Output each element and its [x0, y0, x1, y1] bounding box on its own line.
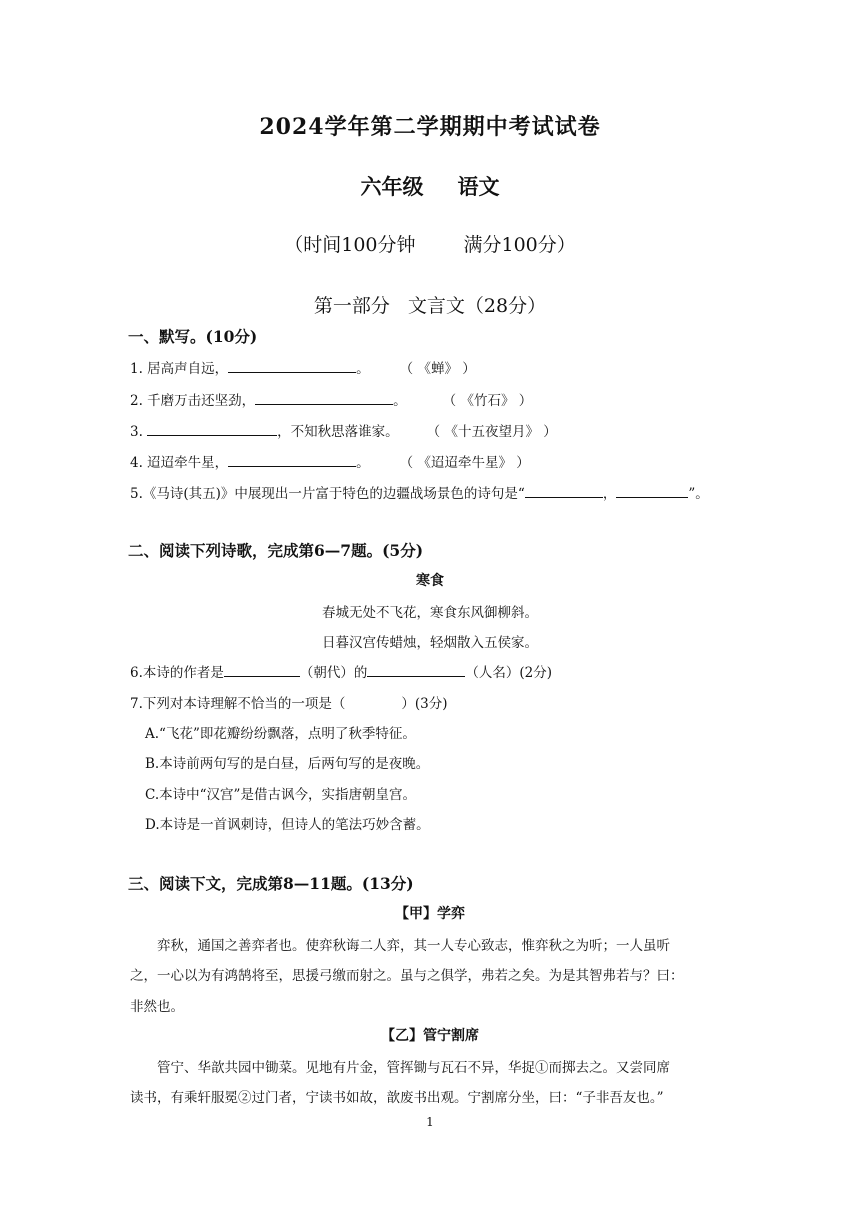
poem-line-1: 春城无处不飞花，寒食东风御柳斜。: [322, 605, 538, 621]
option-d: D.本诗是一首讽刺诗，但诗人的笔法巧妙含蓄。: [145, 817, 430, 833]
grade-label: 六年级: [360, 174, 424, 199]
q6-author-blank[interactable]: [367, 663, 465, 677]
q5-text: 5.《马诗(其五)》中展现出一片富于特色的边疆战场景色的诗句是“: [130, 486, 525, 502]
q2-suffix: 。: [393, 393, 407, 409]
section1-heading: 一、默写。(10分): [128, 327, 258, 346]
passage-a-line-1: 弈秋，通国之善弈者也。使弈秋诲二人弈，其一人专心致志，惟弈秋之为听；一人虽听: [157, 938, 670, 954]
question-4: [130, 451, 530, 471]
q3-source: （ 《十五夜望月》 ）: [426, 424, 557, 440]
q3-text: 3.: [130, 424, 148, 440]
page-number: 1: [426, 1115, 434, 1129]
passage-b-line-1: 管宁、华歆共园中锄菜。见地有片金，管挥锄与瓦石不异，华捉①而掷去之。又尝同席: [157, 1060, 670, 1076]
poem-line-2: 日暮汉宫传蜡烛，轻烟散入五侯家。: [322, 635, 538, 651]
option-b: B.本诗前两句写的是白昼，后两句写的是夜晚。: [145, 756, 430, 772]
q4-source: （ 《迢迢牵牛星》 ）: [399, 455, 530, 471]
q6-suffix: （人名）(2分): [465, 665, 553, 681]
q6-dynasty-blank[interactable]: [224, 663, 300, 677]
exam-title: 2024学年第二学期期中考试试卷: [259, 114, 601, 140]
q5-separator: ，: [602, 486, 617, 502]
q5-answer-blank-2[interactable]: [616, 484, 688, 498]
q1-answer-blank[interactable]: [228, 359, 356, 373]
q2-text: 2. 千磨万击还坚劲，: [130, 393, 256, 409]
q3-suffix: ，不知秋思落谁家。: [277, 424, 399, 440]
exam-info: [0, 230, 860, 257]
section2-heading: 二、阅读下列诗歌，完成第6—7题。(5分): [128, 541, 424, 560]
question-6: [130, 661, 552, 681]
q7-suffix: ）(3分): [401, 696, 448, 712]
q1-text: 1. 居高声自远，: [130, 361, 229, 377]
question-5: [130, 482, 709, 502]
subject-label: 语文: [457, 174, 500, 199]
time-info: （时间100分钟: [284, 234, 416, 256]
passage-b-line-2: 读书，有乘轩服冕②过门者，宁读书如故，歆废书出观。宁割席分坐，曰：“子非吾友也。”: [130, 1090, 664, 1106]
passage-a-line-3: 非然也。: [130, 999, 184, 1015]
q1-suffix: 。: [356, 361, 370, 377]
q4-text: 4. 迢迢牵牛星，: [130, 455, 229, 471]
passage-a-line-2: 之，一心以为有鸿鹄将至，思援弓缴而射之。虽与之俱学，弗若之矣。为是其智弗若与？曰：: [130, 968, 684, 984]
option-a: A.“飞花”即花瓣纷纷飘落，点明了秋季特征。: [145, 726, 416, 742]
q3-answer-blank[interactable]: [147, 422, 277, 436]
q6-mid: （朝代）的: [299, 665, 368, 681]
q4-suffix: 。: [356, 455, 370, 471]
question-1: [130, 357, 476, 377]
poem-title: 寒食: [416, 573, 444, 589]
q5-answer-blank-1[interactable]: [525, 484, 603, 498]
q1-source: （ 《蝉》 ）: [399, 361, 476, 377]
q4-answer-blank[interactable]: [228, 453, 356, 467]
q2-source: （ 《竹石》 ）: [442, 393, 533, 409]
grade-subject: [0, 171, 860, 201]
section3-heading: 三、阅读下文，完成第8—11题。(13分): [128, 874, 414, 893]
q5-suffix: ”。: [688, 486, 709, 502]
passage-a-title: 【甲】学弈: [395, 906, 465, 922]
part1-title: 第一部分: [313, 295, 390, 317]
score-info: 满分100分）: [463, 234, 576, 256]
q2-answer-blank[interactable]: [255, 391, 393, 405]
part1-subtitle: 文言文（28分）: [407, 295, 547, 317]
option-c: C.本诗中“汉宫”是借古讽今，实指唐朝皇宫。: [145, 787, 416, 803]
q6-text: 6.本诗的作者是: [130, 665, 224, 681]
question-7: [130, 692, 448, 712]
part1-heading: [0, 291, 860, 318]
q7-text: 7.下列对本诗理解不恰当的一项是（: [130, 696, 346, 712]
question-3: [130, 420, 557, 440]
question-2: [130, 389, 532, 409]
passage-b-title: 【乙】管宁割席: [381, 1028, 479, 1044]
